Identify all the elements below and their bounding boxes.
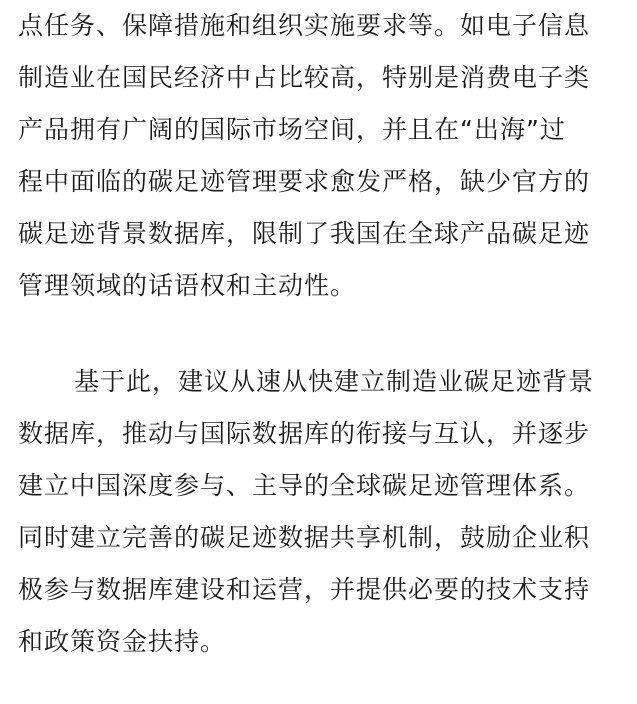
paragraph bbox=[18, 356, 622, 668]
text-line: 程中面临的碳足迹管理要求愈发严格，缺少官方的 bbox=[18, 167, 591, 196]
text-line: 同时建立完善的碳足迹数据共享机制，鼓励企业积 bbox=[18, 523, 591, 552]
article-body bbox=[18, 0, 622, 668]
text-line: 制造业在国民经济中占比较高，特别是消费电子类 bbox=[18, 63, 591, 92]
paragraph bbox=[18, 0, 622, 312]
text-line: 极参与数据库建设和运营，并提供必要的技术支持 bbox=[18, 575, 591, 604]
text-line: 产品拥有广阔的国际市场空间，并且在“出海”过 bbox=[18, 115, 566, 144]
text-line: 建立中国深度参与、主导的全球碳足迹管理体系。 bbox=[18, 471, 591, 500]
text-line: 点任务、保障措施和组织实施要求等。如电子信息 bbox=[18, 11, 591, 40]
text-line: 碳足迹背景数据库，限制了我国在全球产品碳足迹 bbox=[18, 219, 591, 248]
text-line: 基于此，建议从速从快建立制造业碳足迹背景 bbox=[74, 367, 595, 396]
text-line: 数据库，推动与国际数据库的衔接与互认，并逐步 bbox=[18, 419, 591, 448]
text-line: 和政策资金扶持。 bbox=[18, 627, 227, 656]
text-line: 管理领域的话语权和主动性。 bbox=[18, 271, 357, 300]
